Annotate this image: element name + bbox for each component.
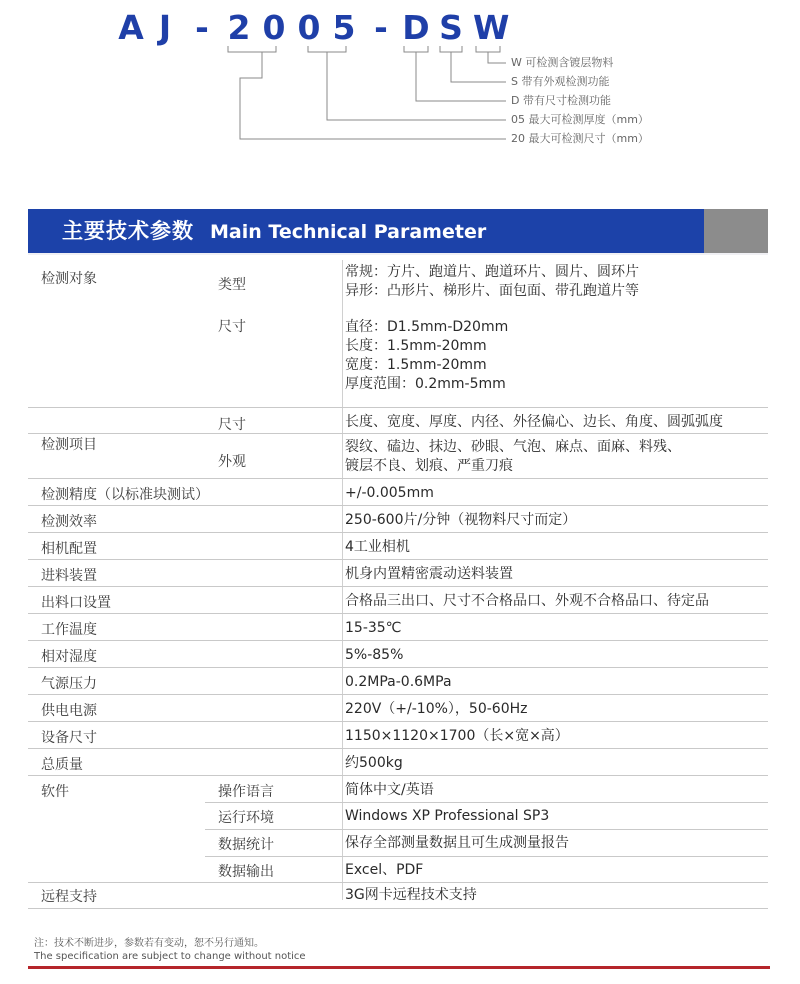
- row-divider: [205, 829, 768, 830]
- table-row: [28, 433, 768, 479]
- legend-item: S 带有外观检测功能: [511, 75, 610, 88]
- code-leader-lines: [0, 0, 800, 160]
- param-value: 保存全部测量数据且可生成测量报告: [345, 835, 569, 851]
- param-name: 检测对象: [41, 271, 97, 287]
- row-divider: [205, 856, 768, 857]
- table-row: [28, 532, 768, 560]
- section-title-cn: 主要技术参数: [62, 219, 194, 243]
- legend-item: 05 最大可检测厚度（mm）: [511, 113, 649, 126]
- param-sub: 类型: [218, 277, 246, 293]
- model-char: 5: [332, 8, 356, 47]
- table-row: [28, 856, 768, 883]
- param-value: 4工业相机: [345, 539, 410, 555]
- legend-item: W 可检测含镀层物料: [511, 56, 614, 69]
- param-name: 软件: [41, 784, 69, 800]
- table-row: [28, 505, 768, 533]
- param-name: 工作温度: [41, 622, 97, 638]
- param-name: 设备尺寸: [41, 730, 97, 746]
- row-divider: [205, 802, 768, 803]
- param-value: 直径：D1.5mm-D20mm 长度：1.5mm-20mm 宽度：1.5mm-20mm 厚度范围：0.2mm-5mm: [345, 319, 509, 392]
- table-row: [28, 802, 768, 829]
- footer-red-line: [28, 966, 770, 969]
- table-row: [28, 478, 768, 506]
- banner-gray-block: [704, 209, 768, 253]
- table-row: [28, 721, 768, 749]
- table-row: [28, 667, 768, 695]
- model-char: -: [374, 8, 388, 47]
- model-char: 2: [227, 8, 251, 47]
- param-value: 0.2MPa-0.6MPa: [345, 674, 452, 690]
- param-name: 检测效率: [41, 514, 97, 530]
- table-row: [28, 312, 768, 407]
- table-row: [28, 407, 768, 434]
- param-value: 常规：方片、跑道片、跑道环片、圆片、圆环片 异形：凸形片、梯形片、面包面、带孔跑道片等: [345, 264, 639, 299]
- param-sub: 外观: [218, 454, 246, 470]
- model-char: 0: [262, 8, 286, 47]
- table-row: [28, 882, 768, 910]
- model-char: S: [439, 8, 463, 47]
- param-value: +/-0.005mm: [345, 485, 434, 501]
- param-value: Windows XP Professional SP3: [345, 808, 550, 824]
- param-value: 长度、宽度、厚度、内径、外径偏心、边长、角度、圆弧弧度: [345, 414, 723, 430]
- param-value: 约500kg: [345, 755, 403, 771]
- param-name: 检测项目: [41, 437, 97, 453]
- param-name: 出料口设置: [41, 595, 111, 611]
- param-sub: 尺寸: [218, 319, 246, 335]
- table-row: [28, 775, 768, 803]
- legend-item: D 带有尺寸检测功能: [511, 94, 611, 107]
- param-value: 简体中文/英语: [345, 782, 434, 798]
- section-banner: [28, 209, 768, 255]
- param-name: 相机配置: [41, 541, 97, 557]
- footnote-en: The specification are subject to change without notice: [34, 951, 306, 962]
- param-sub: 数据输出: [218, 864, 274, 880]
- param-sub: 运行环境: [218, 810, 274, 826]
- param-value: 220V（+/-10%），50-60Hz: [345, 701, 528, 717]
- param-name: 供电电源: [41, 703, 97, 719]
- param-sub: 数据统计: [218, 837, 274, 853]
- param-value: 裂纹、磕边、抹边、砂眼、气泡、麻点、面麻、料残、 镀层不良、划痕、严重刀痕: [345, 439, 681, 474]
- model-char: D: [402, 8, 430, 47]
- param-value: 250-600片/分钟（视物料尺寸而定）: [345, 512, 577, 528]
- model-char: A: [118, 8, 144, 47]
- model-char: W: [473, 8, 510, 47]
- table-row: [28, 829, 768, 856]
- param-name: 相对湿度: [41, 649, 97, 665]
- param-value: 15-35℃: [345, 620, 402, 636]
- param-sub: 操作语言: [218, 784, 274, 800]
- param-value: Excel、PDF: [345, 862, 424, 878]
- param-name: 进料装置: [41, 568, 97, 584]
- table-row: [28, 559, 768, 587]
- model-char: J: [158, 8, 172, 47]
- param-sub: 尺寸: [218, 417, 246, 433]
- table-row: [28, 586, 768, 614]
- section-title-en: Main Technical Parameter: [210, 221, 487, 243]
- model-char: -: [195, 8, 209, 47]
- param-value: 5%-85%: [345, 647, 404, 663]
- param-name: 总质量: [41, 757, 83, 773]
- param-value: 3G网卡远程技术支持: [345, 887, 477, 903]
- footnote-cn: 注：技术不断进步，参数若有变动，恕不另行通知。: [34, 938, 264, 949]
- param-name: 检测精度（以标准块测试）: [41, 487, 209, 503]
- param-value: 机身内置精密震动送料装置: [345, 566, 513, 582]
- table-row: [28, 748, 768, 776]
- model-char: 0: [297, 8, 321, 47]
- table-row: [28, 613, 768, 641]
- table-row: [28, 260, 768, 312]
- table-row: [28, 640, 768, 668]
- legend-item: 20 最大可检测尺寸（mm）: [511, 132, 649, 145]
- section-title: [62, 209, 486, 255]
- param-name: 气源压力: [41, 676, 97, 692]
- table-bottom-border: [28, 908, 768, 910]
- table-row: [28, 694, 768, 722]
- param-value: 合格品三出口、尺寸不合格品口、外观不合格品口、待定品: [345, 593, 709, 609]
- param-value: 1150×1120×1700（长×宽×高）: [345, 728, 569, 744]
- param-name: 远程支持: [41, 889, 97, 905]
